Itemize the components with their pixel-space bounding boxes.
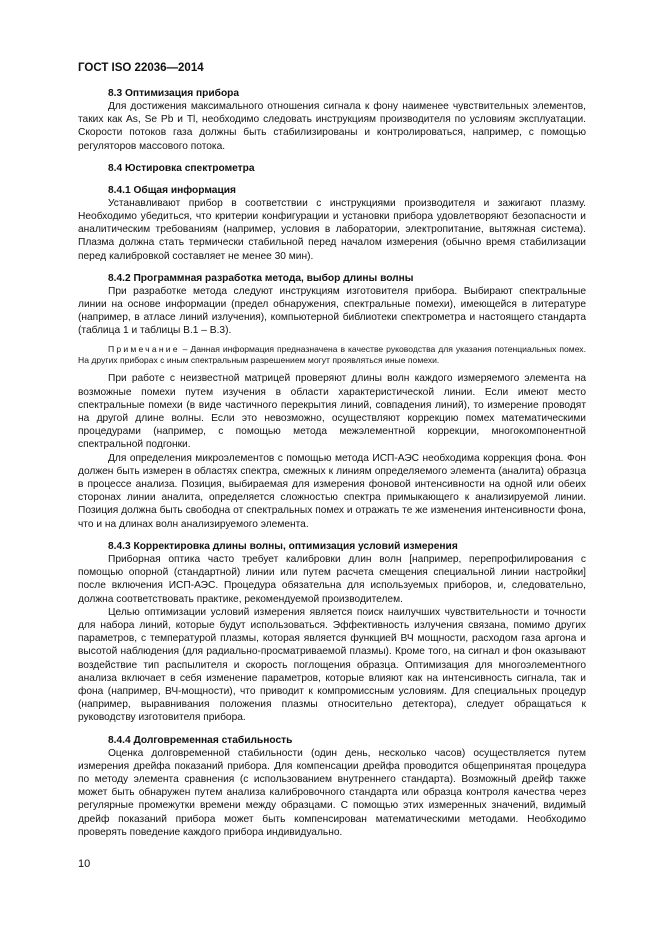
page-number: 10 [78,858,91,870]
section-8-3-heading: 8.3 Оптимизация прибора [108,88,240,99]
document-page [78,62,586,839]
note [78,344,586,367]
section-8-4-3-paragraph-1: Приборная оптика часто требует калибровки длин волн [например, перепрофилирования с помощью опорной (стандартной) линии или путем расчета смещения специальной линии настройки] после включения ИСП-АЭС. Процедура обязательна для используемых приборов, и, следовательно, должна соответствовать практике, рекомендуемой производителем. [78,553,586,605]
section-8-4-2-heading: 8.4.2 Программная разработка метода, выбор длины волны [108,272,414,284]
section-8-4-3-heading: 8.4.3 Корректировка длины волны, оптимизация условий измерения [108,540,458,552]
section-8-3-paragraph: Для достижения максимального отношения сигнала к фону наименее чувствительных элементов, таких как As, Se Pb и Tl, необходимо следовать инструкциям производителя по условиям эксплуатации. Скорости потоков газа должны быть стабилизированы и контролироваться, например, с помощью регуляторов массового потока. [78,101,586,152]
section-8-4-1-paragraph: Устанавливают прибор в соответствии с инструкциями производителя и зажигают плазму. Необходимо убедиться, что критерии конфигурации и установки прибора удовлетворяют безопасности и аналитическим требованиям (например, условия в лаборатории, электропитание, вытяжная система). Плазма должна стать термически стабильной перед началом измерения (обычно время стабилизации перед калибровкой составляет не менее 30 мин). [78,197,586,262]
section-8-4-4-paragraph: Оценка долговременной стабильности (один день, несколько часов) осуществляется путем измерения дрейфа показаний прибора. Для компенсации дрейфа проводится общепринятая процедура по методу элемента сравнения (с использованием внутреннего стандарта). Возможный дрейф также может быть обнаружен путем анализа калибровочного стандарта или образца контроля качества через регулярные промежутки времени между образцами. С помощью этих измеренных значений, видимый дрейф показаний прибора может быть компенсирован математическими методами. Необходимо проверять поведение каждого прибора индивидуально. [78,747,586,838]
section-8-4-2-paragraph-1: При разработке метода следуют инструкциям изготовителя прибора. Выбирают спектральные линии на основе информации (предел обнаружения, спектральные помехи), имеющейся в литературе (например, в атласе линий излучения), компьютерной библиотеки спектрометра и настоящего стандарта (таблица 1 и таблицы В.1 – В.3). [78,285,586,337]
section-8-4-4-heading: 8.4.4 Долговременная стабильность [108,734,293,746]
standard-header: ГОСТ ISO 22036—2014 [78,62,204,74]
section-8-4-2-paragraph-2: При работе с неизвестной матрицей проверяют длины волн каждого измеряемого элемента на возможные помехи путем изучения в области характеристической линии. Если имеют место спектральные помехи (в виде частичного перекрытия линий, совпадения линий), то измерение проводят на другой длине волны. Если это невозможно, осуществляют коррекцию помех математическими процедурами (например, с помощью метода межэлементной коррекции, многокомпонентной спектральной подгонки. [78,373,586,451]
section-8-4-2-paragraph-3: Для определения микроэлементов с помощью метода ИСП-АЭС необходима коррекция фона. Фон должен быть измерен в областях спектра, смежных к линиям определяемого элемента (аналита) образца в процессе анализа. Позиция, выбираемая для измерения фоновой интенсивности на одной или обеих сторонах линии аналита, определяется сложностью спектра примыкающего к анализируемой линии. Позиция должна быть свободна от спектральных помех и отражать те же изменения интенсивности фона, что и на длинах волн анализируемого элемента. [78,452,586,530]
section-8-4-heading: 8.4 Юстировка спектрометра [108,162,255,174]
note-text: – Данная информация предназначена в качестве руководства для указания потенциальных помех. На других приборах с иным спектральным разрешением могут проявляться иные помехи. [78,343,586,366]
section-8-4-3-paragraph-2: Целью оптимизации условий измерения является поиск наилучших чувствительности и точности для набора линий, которые будут использоваться. Эффективность излучения связана, помимо других параметров, с температурой плазмы, которая является функцией ВЧ мощности, расходом газа аргона и высотой наблюдения (для радиально-просматриваемой плазмы). Кроме того, на сигнал и фон оказывают воздействие тип распылителя и скорость поглощения образца. Оптимизация для многоэлементного анализа включает в себя изменение параметров, которые влияют как на интенсивность сигнала, так и фона (например, ВЧ-мощности), что приводит к компромиссным условиям. Для специальных процедур (например, выравнивания положения плазмы относительно детектора), следует обращаться к руководству изготовителя прибора. [78,606,586,724]
section-8-4-1-heading: 8.4.1 Общая информация [108,184,236,196]
note-label: Примечание [108,343,180,354]
